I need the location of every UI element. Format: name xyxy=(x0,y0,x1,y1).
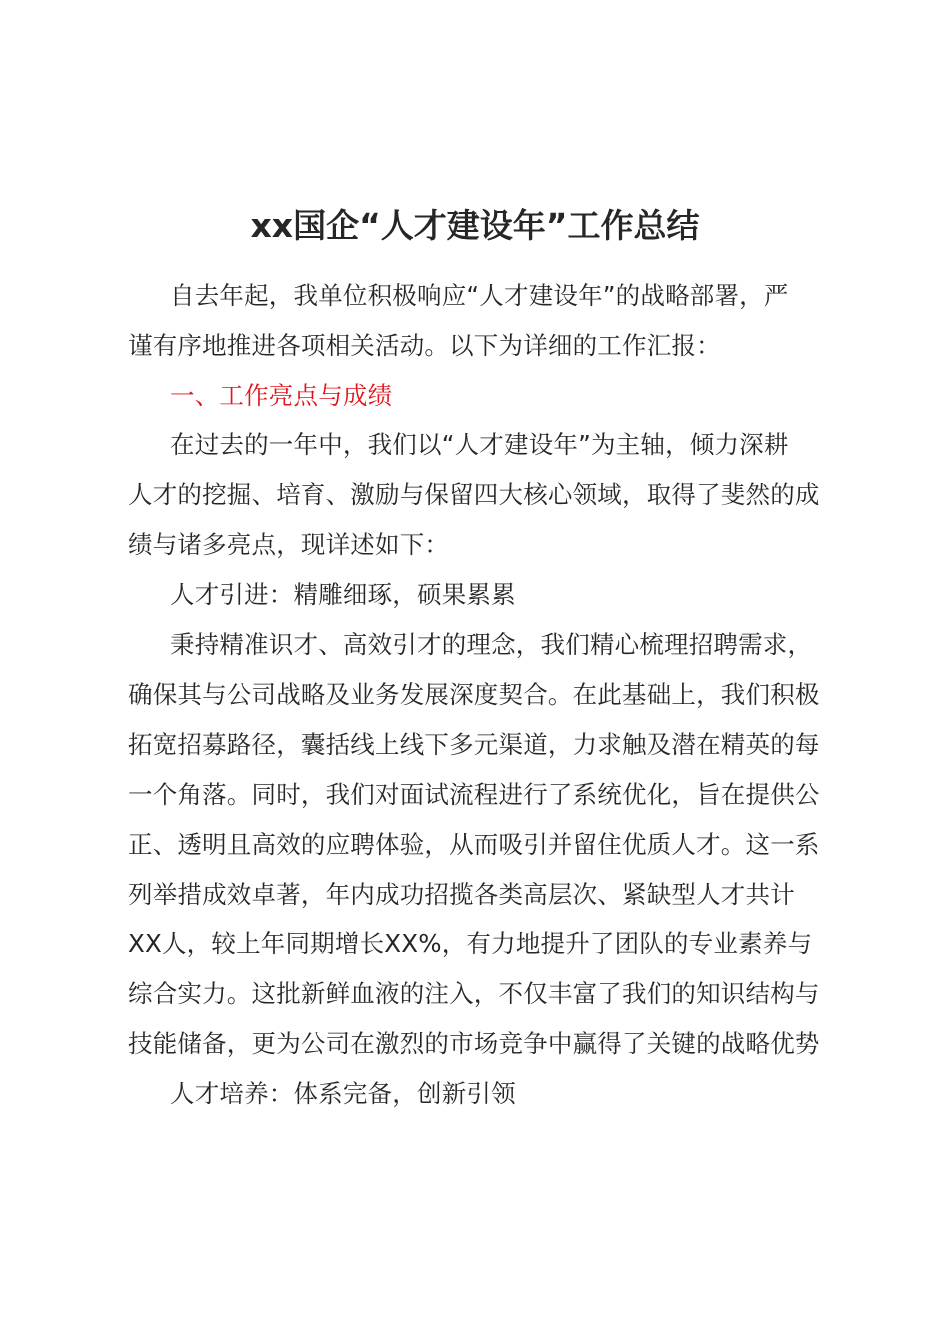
paragraph-line: 列举措成效卓著，年内成功招揽各类高层次、紧缺型人才共计 xyxy=(128,880,795,909)
paragraph-line: 正、透明且高效的应聘体验，从而吸引并留住优质人才。这一系 xyxy=(128,830,820,859)
paragraph-line: 在过去的一年中，我们以“人才建设年”为主轴，倾力深耕 xyxy=(170,430,789,459)
subheading-line: 人才引进：精雕细琢，硕果累累 xyxy=(170,580,516,609)
paragraph-line: 综合实力。这批新鲜血液的注入，不仅丰富了我们的知识结构与 xyxy=(128,979,820,1008)
paragraph-line: 拓宽招募路径，囊括线上线下多元渠道，力求触及潜在精英的每 xyxy=(128,730,820,759)
paragraph-line: 确保其与公司战略及业务发展深度契合。在此基础上，我们积极 xyxy=(128,680,820,709)
paragraph-line: 自去年起，我单位积极响应“人才建设年”的战略部署，严 xyxy=(170,281,789,310)
document-title: xx国企“人才建设年”工作总结 xyxy=(250,206,700,245)
paragraph-line: 人才的挖掘、培育、激励与保留四大核心领域，取得了斐然的成 xyxy=(128,480,820,509)
section-heading: 一、工作亮点与成绩 xyxy=(170,381,393,410)
paragraph-line: 秉持精准识才、高效引才的理念，我们精心梳理招聘需求， xyxy=(170,630,813,659)
paragraph-line: 一个角落。同时，我们对面试流程进行了系统优化，旨在提供公 xyxy=(128,780,820,809)
paragraph-line: 谨有序地推进各项相关活动。以下为详细的工作汇报： xyxy=(128,331,721,360)
paragraph-line: XX人，较上年同期增长XX%，有力地提升了团队的专业素养与 xyxy=(128,929,813,958)
paragraph-line: 绩与诸多亮点，现详述如下： xyxy=(128,530,450,559)
subheading-line: 人才培养：体系完备，创新引领 xyxy=(170,1079,516,1108)
paragraph-line: 技能储备，更为公司在激烈的市场竞争中赢得了关键的战略优势 xyxy=(128,1029,820,1058)
